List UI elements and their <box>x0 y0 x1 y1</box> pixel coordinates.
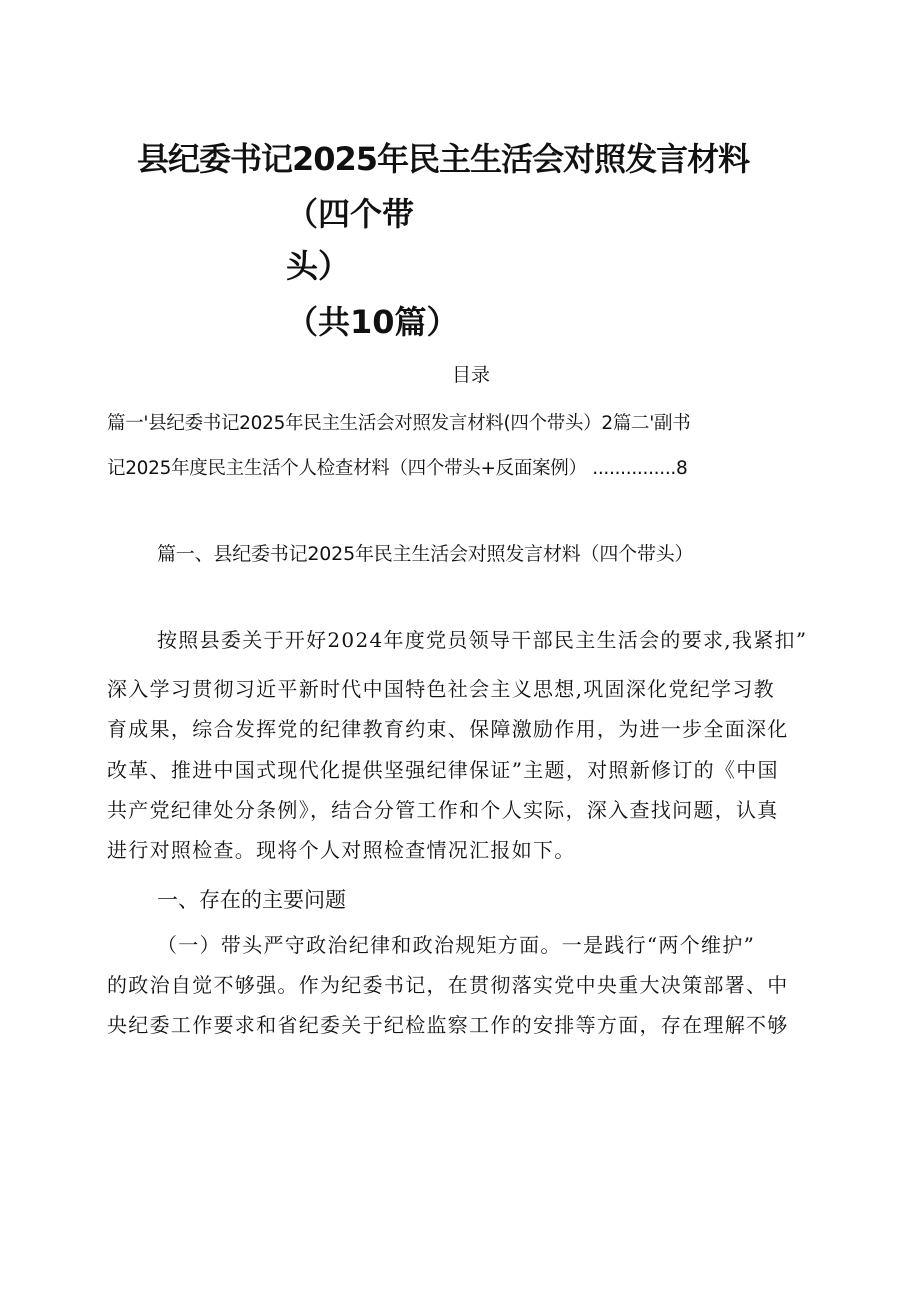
document-title-line-2: （四个带 <box>286 195 415 233</box>
toc-entry-line-2[interactable]: 记2025年度民主生活个人检查材料（四个带头+反面案例） ...............8 <box>107 458 688 479</box>
toc-heading: 目录 <box>452 364 491 386</box>
body-paragraph-2-line-2: 的政治自觉不够强。作为纪委书记，在贯彻落实党中央重大决策部署、中 <box>107 973 789 997</box>
section-heading: 篇一、县纪委书记2025年民主生活会对照发言材料（四个带头） <box>157 543 694 565</box>
body-paragraph-1-line-1: 按照县委关于开好2024年度党员领导干部民主生活会的要求,我紧扣” <box>157 628 808 652</box>
toc-entry-line-1[interactable]: 篇一'县纪委书记2025年民主生活会对照发言材料(四个带头）2篇二'副书 <box>107 413 691 434</box>
document-title-count: （共10篇） <box>286 303 459 341</box>
body-paragraph-2-line-1: （一）带头严守政治纪律和政治规矩方面。一是践行“两个维护” <box>157 933 756 957</box>
body-paragraph-1-line-4: 改革、推进中国式现代化提供坚强纪律保证”主题，对照新修订的《中国 <box>107 758 779 782</box>
body-paragraph-1-line-3: 育成果，综合发挥党的纪律教育约束、保障激励作用，为进一步全面深化 <box>107 717 789 741</box>
body-paragraph-1-line-6: 进行对照检查。现将个人对照检查情况汇报如下。 <box>107 838 576 862</box>
document-title-line-1: 县纪委书记2025年民主生活会对照发言材料 <box>137 140 750 178</box>
body-paragraph-2-line-3: 央纪委工作要求和省纪委关于纪检监察工作的安排等方面，存在理解不够 <box>107 1013 789 1037</box>
body-paragraph-1-line-2: 深入学习贯彻习近平新时代中国特色社会主义思想,巩固深化党纪学习教 <box>107 677 775 701</box>
sub-heading: 一、存在的主要问题 <box>157 888 346 912</box>
body-paragraph-1-line-5: 共产党纪律处分条例》，结合分管工作和个人实际，深入查找问题，认真 <box>107 798 779 822</box>
document-title-line-3: 头） <box>286 247 351 285</box>
